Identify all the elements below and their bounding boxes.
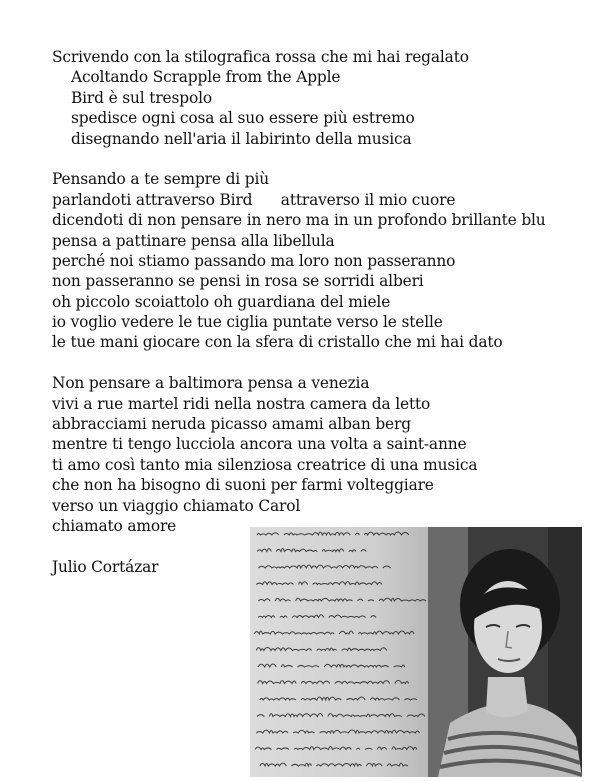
- poem-line: vivi a rue martel ridi nella nostra camera da letto: [52, 394, 431, 413]
- poem-line: chiamato amore: [52, 516, 177, 535]
- poem-line: Acoltando Scrapple from the Apple: [71, 68, 341, 87]
- poem-line: Scrivendo con la stilografica rossa che mi hai regalato: [52, 48, 469, 66]
- handwriting-stroke: [255, 747, 417, 750]
- poem-line: le tue mani giocare con la sfera di cristallo che mi hai dato: [52, 333, 503, 352]
- handwriting-stroke: [260, 763, 408, 766]
- stanza-break: [52, 353, 592, 373]
- poem-line: abbracciami neruda picasso amami alban berg: [52, 415, 411, 434]
- poem-line: io voglio vedere le tue ciglia puntate verso le stelle: [52, 313, 443, 332]
- poem-line: pensa a pattinare pensa alla libellula: [52, 231, 335, 250]
- poem-text: [52, 47, 592, 577]
- poem-stanzas: [52, 47, 592, 536]
- handwriting-stroke: [256, 582, 387, 585]
- handwriting-stroke: [258, 681, 409, 684]
- handwriting-stroke: [254, 631, 414, 634]
- poem-line: perché noi stiamo passando ma loro non passeranno: [52, 251, 456, 270]
- poem-line: ti amo così tanto mia silenziosa creatrice di una musica: [52, 455, 478, 474]
- poem-line: che non ha bisogno di suoni per farmi volteggiare: [52, 476, 434, 495]
- poem-line: parlandoti attraverso Bird attraverso il mio cuore: [52, 190, 456, 209]
- photo-collage: [250, 527, 582, 777]
- poem-author: Julio Cortázar: [52, 557, 159, 576]
- poem-line: non passeranno se pensi in rosa se sorridi alberi: [52, 272, 424, 291]
- poem-line: Non pensare a baltimora pensa a venezia: [52, 374, 370, 393]
- poem-line: spedisce ogni cosa al suo essere più estremo: [71, 109, 415, 128]
- poem-line: disegnando nell'aria il labirinto della musica: [71, 129, 412, 148]
- poem-line: mentre ti tengo lucciola ancora una volta a saint-anne: [52, 435, 467, 454]
- poem-line: Pensando a te sempre di più: [52, 170, 270, 189]
- handwriting-stroke: [257, 714, 425, 717]
- handwriting-stroke: [256, 730, 424, 733]
- handwriting-stroke: [258, 598, 426, 601]
- handwriting-stroke: [258, 615, 376, 618]
- handwriting-stroke: [256, 648, 387, 651]
- handwriting-stroke: [257, 532, 409, 535]
- poem-line: verso un viaggio chiamato Carol: [52, 496, 301, 515]
- handwriting-stroke: [257, 549, 371, 552]
- poem-line: dicendoti di non pensare in nero ma in un profondo brillante blu: [52, 211, 546, 230]
- handwritten-notebook-image: [250, 527, 428, 777]
- handwriting-stroke: [258, 664, 410, 667]
- woman-portrait-image: [428, 527, 582, 777]
- poem-line: Bird è sul trespolo: [71, 88, 212, 107]
- handwriting-stroke: [259, 565, 396, 568]
- stanza-break: [52, 149, 592, 169]
- handwriting-stroke: [260, 697, 417, 700]
- poem-line: oh piccolo scoiattolo oh guardiana del miele: [52, 292, 391, 311]
